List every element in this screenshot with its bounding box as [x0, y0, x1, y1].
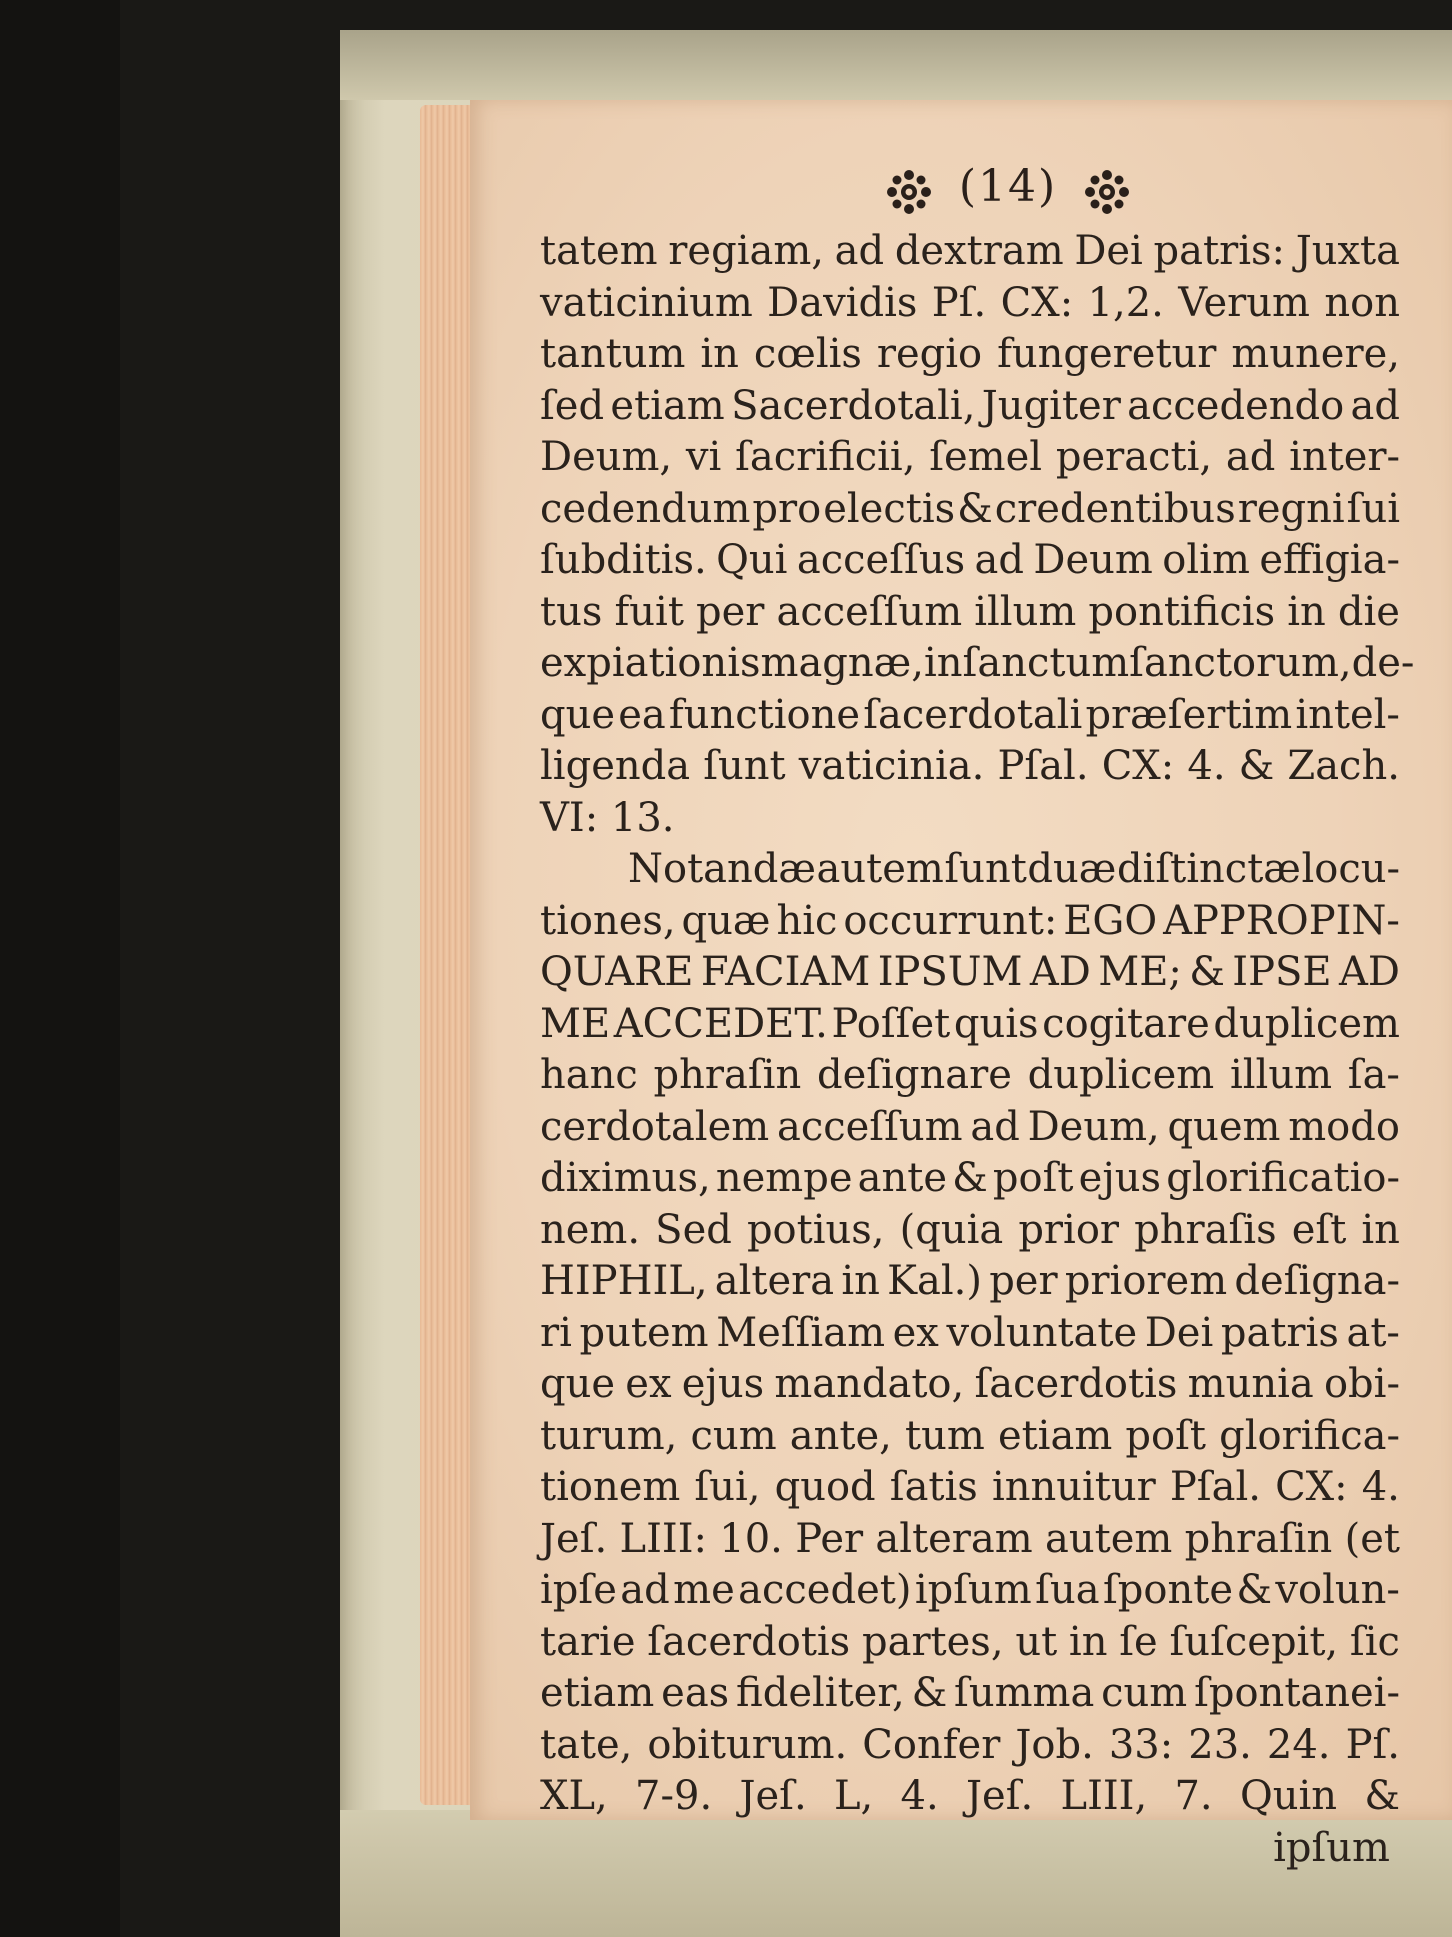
catchword: ipſum — [1273, 1824, 1390, 1871]
text-line: que ex ejus mandato, ſacerdotis munia obi- — [540, 1361, 1400, 1407]
text-line: tionem ſui, quod ſatis innuitur Pſal. CX: 4. — [540, 1464, 1400, 1510]
text-line: Deum, vi ſacrificii, ſemel peracti, ad inter- — [540, 434, 1400, 480]
text-line: ri putem Meſſiam ex voluntate Dei patris at- — [540, 1309, 1400, 1356]
text-line: ſed etiam Sacerdotali, Jugiter accedendo ad — [540, 382, 1400, 429]
page-number: (14) — [958, 161, 1058, 212]
text-line: XL, 7-9. Jeſ. L, 4. Jeſ. LIII, 7. Quin & — [540, 1773, 1400, 1819]
text-line: expiationis magnæ, in ſanctum ſanctorum, de- — [540, 640, 1415, 686]
text-line: diximus, nempe ante & poſt ejus glorificatio- — [540, 1155, 1400, 1201]
text-line: vaticinium Davidis Pſ. CX: 1,2. Verum non — [540, 279, 1400, 326]
text-line: Jeſ. LIII: 10. Per alteram autem phraſin (et — [540, 1515, 1400, 1562]
text-line: cerdotalem acceſſum ad Deum, quem modo — [540, 1103, 1400, 1150]
text-line: Notandæ autem ſunt duæ diſtinctæ locu- — [628, 846, 1400, 892]
text-line: hanc phraſin deſignare duplicem illum ſa- — [540, 1052, 1400, 1098]
text-line: HIPHIL, altera in Kal.) per priorem deſigna- — [540, 1258, 1400, 1304]
text-line: ME ACCEDET. Poſſet quis cogitare duplicem — [540, 1000, 1400, 1047]
text-line: nem. Sed potius, (quia prior phraſis eſt in — [540, 1206, 1400, 1253]
background-left — [0, 0, 120, 1937]
text-line: tate, obiturum. Confer Job. 33: 23. 24. Pſ. — [540, 1721, 1400, 1768]
printer-flower-ornament-icon — [1083, 168, 1131, 216]
text-line: tiones, quæ hic occurrunt: EGO APPROPIN- — [540, 897, 1400, 944]
text-line: ſubditis. Qui acceſſus ad Deum olim effigia- — [540, 537, 1400, 583]
text-line: cedendum pro electis & credentibus regni ſui — [540, 485, 1400, 532]
text-line: ipſe ad me accedet) ipſum ſua ſponte & volun- — [540, 1567, 1400, 1613]
printer-flower-ornament-icon — [885, 168, 933, 216]
text-line: tus fuit per acceſſum illum pontificis in die — [540, 588, 1400, 635]
text-line: tatem regiam, ad dextram Dei patris: Juxta — [540, 228, 1400, 274]
body-text — [540, 226, 1415, 1871]
text-line: tarie ſacerdotis partes, ut in ſe ſuſcepit, ſic — [540, 1618, 1400, 1665]
binding-top-edge — [340, 30, 1452, 100]
text-line: tantum in cœlis regio fungeretur munere, — [540, 331, 1400, 377]
text-line: turum, cum ante, tum etiam poſt glorifica- — [540, 1412, 1400, 1459]
text-line: QUARE FACIAM IPSUM AD ME; & IPSE AD — [540, 949, 1400, 995]
text-line: VI: 13. — [540, 794, 675, 841]
text-line: que ea functione ſacerdotali præſertim intel- — [540, 691, 1400, 738]
text-line: ligenda ſunt vaticinia. Pſal. CX: 4. & Zach. — [540, 743, 1400, 789]
text-line: etiam eas fideliter, & ſumma cum ſpontanei- — [540, 1670, 1400, 1716]
